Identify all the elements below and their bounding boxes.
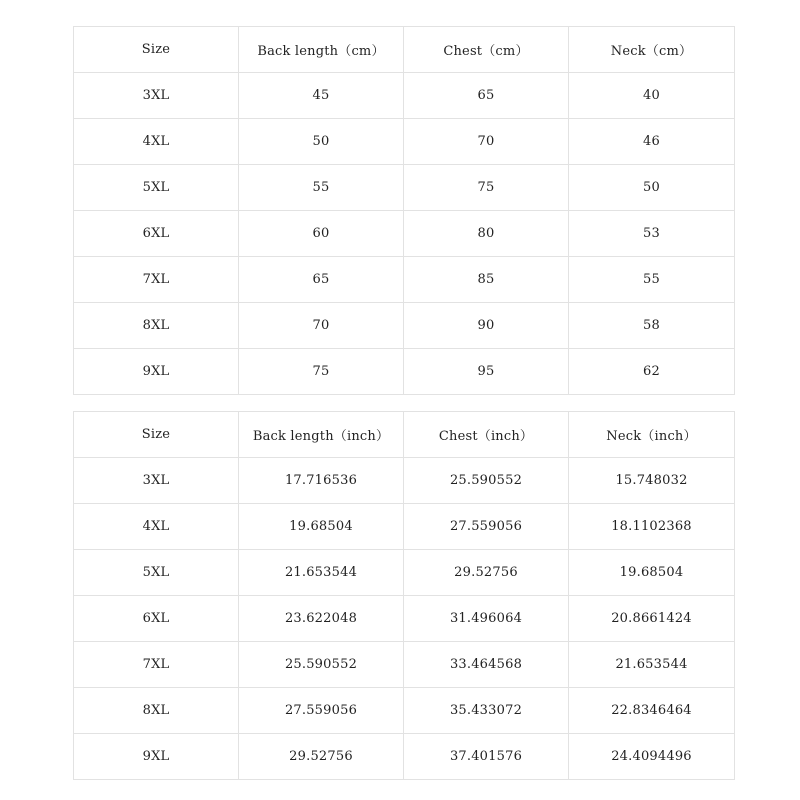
cell-size: 5XL [74, 550, 239, 596]
cell-back-length: 25.590552 [239, 642, 404, 688]
cell-size: 4XL [74, 119, 239, 165]
cell-size: 6XL [74, 211, 239, 257]
cell-size: 9XL [74, 734, 239, 780]
cell-chest: 85 [404, 257, 569, 303]
cell-chest: 90 [404, 303, 569, 349]
table-row [74, 596, 735, 642]
cell-back-length: 65 [239, 257, 404, 303]
header-neck: Neck（cm） [569, 27, 735, 73]
header-size: Size [74, 27, 239, 73]
cell-size: 9XL [74, 349, 239, 395]
cell-chest: 70 [404, 119, 569, 165]
cell-back-length: 75 [239, 349, 404, 395]
cell-size: 5XL [74, 165, 239, 211]
cell-size: 3XL [74, 458, 239, 504]
cell-chest: 25.590552 [404, 458, 569, 504]
cell-chest: 27.559056 [404, 504, 569, 550]
header-back-length: Back length（cm） [239, 27, 404, 73]
cell-size: 3XL [74, 73, 239, 119]
cell-size: 7XL [74, 642, 239, 688]
cell-chest: 33.464568 [404, 642, 569, 688]
cell-size: 7XL [74, 257, 239, 303]
cell-back-length: 45 [239, 73, 404, 119]
cell-chest: 31.496064 [404, 596, 569, 642]
table-row [74, 458, 735, 504]
cell-chest: 75 [404, 165, 569, 211]
cell-neck: 18.1102368 [569, 504, 735, 550]
table-row [74, 303, 735, 349]
cell-size: 8XL [74, 303, 239, 349]
table-row [74, 688, 735, 734]
table-row [74, 165, 735, 211]
table-row [74, 73, 735, 119]
cell-neck: 46 [569, 119, 735, 165]
cell-neck: 62 [569, 349, 735, 395]
cell-neck: 53 [569, 211, 735, 257]
table-row [74, 550, 735, 596]
cell-back-length: 21.653544 [239, 550, 404, 596]
cell-neck: 21.653544 [569, 642, 735, 688]
cell-back-length: 55 [239, 165, 404, 211]
cell-chest: 95 [404, 349, 569, 395]
table-row [74, 642, 735, 688]
cell-neck: 15.748032 [569, 458, 735, 504]
cell-chest: 37.401576 [404, 734, 569, 780]
cell-back-length: 70 [239, 303, 404, 349]
table-row [74, 504, 735, 550]
cell-neck: 55 [569, 257, 735, 303]
table-header-row [74, 412, 735, 458]
cell-back-length: 23.622048 [239, 596, 404, 642]
header-neck: Neck（inch） [569, 412, 735, 458]
table-row [74, 734, 735, 780]
header-chest: Chest（cm） [404, 27, 569, 73]
cell-chest: 65 [404, 73, 569, 119]
cell-back-length: 27.559056 [239, 688, 404, 734]
header-size: Size [74, 412, 239, 458]
cell-back-length: 60 [239, 211, 404, 257]
cell-neck: 20.8661424 [569, 596, 735, 642]
table-row [74, 211, 735, 257]
cell-chest: 29.52756 [404, 550, 569, 596]
table-header-row [74, 27, 735, 73]
cell-neck: 50 [569, 165, 735, 211]
cell-neck: 58 [569, 303, 735, 349]
size-table-cm [73, 26, 735, 395]
cell-size: 6XL [74, 596, 239, 642]
table-row [74, 119, 735, 165]
cell-chest: 35.433072 [404, 688, 569, 734]
cell-back-length: 50 [239, 119, 404, 165]
header-back-length: Back length（inch） [239, 412, 404, 458]
cell-neck: 40 [569, 73, 735, 119]
cell-neck: 24.4094496 [569, 734, 735, 780]
cell-back-length: 17.716536 [239, 458, 404, 504]
cell-back-length: 19.68504 [239, 504, 404, 550]
cell-size: 8XL [74, 688, 239, 734]
cell-neck: 19.68504 [569, 550, 735, 596]
cell-size: 4XL [74, 504, 239, 550]
table-row [74, 257, 735, 303]
cell-back-length: 29.52756 [239, 734, 404, 780]
cell-chest: 80 [404, 211, 569, 257]
size-table-inch [73, 411, 735, 780]
table-row [74, 349, 735, 395]
header-chest: Chest（inch） [404, 412, 569, 458]
cell-neck: 22.8346464 [569, 688, 735, 734]
